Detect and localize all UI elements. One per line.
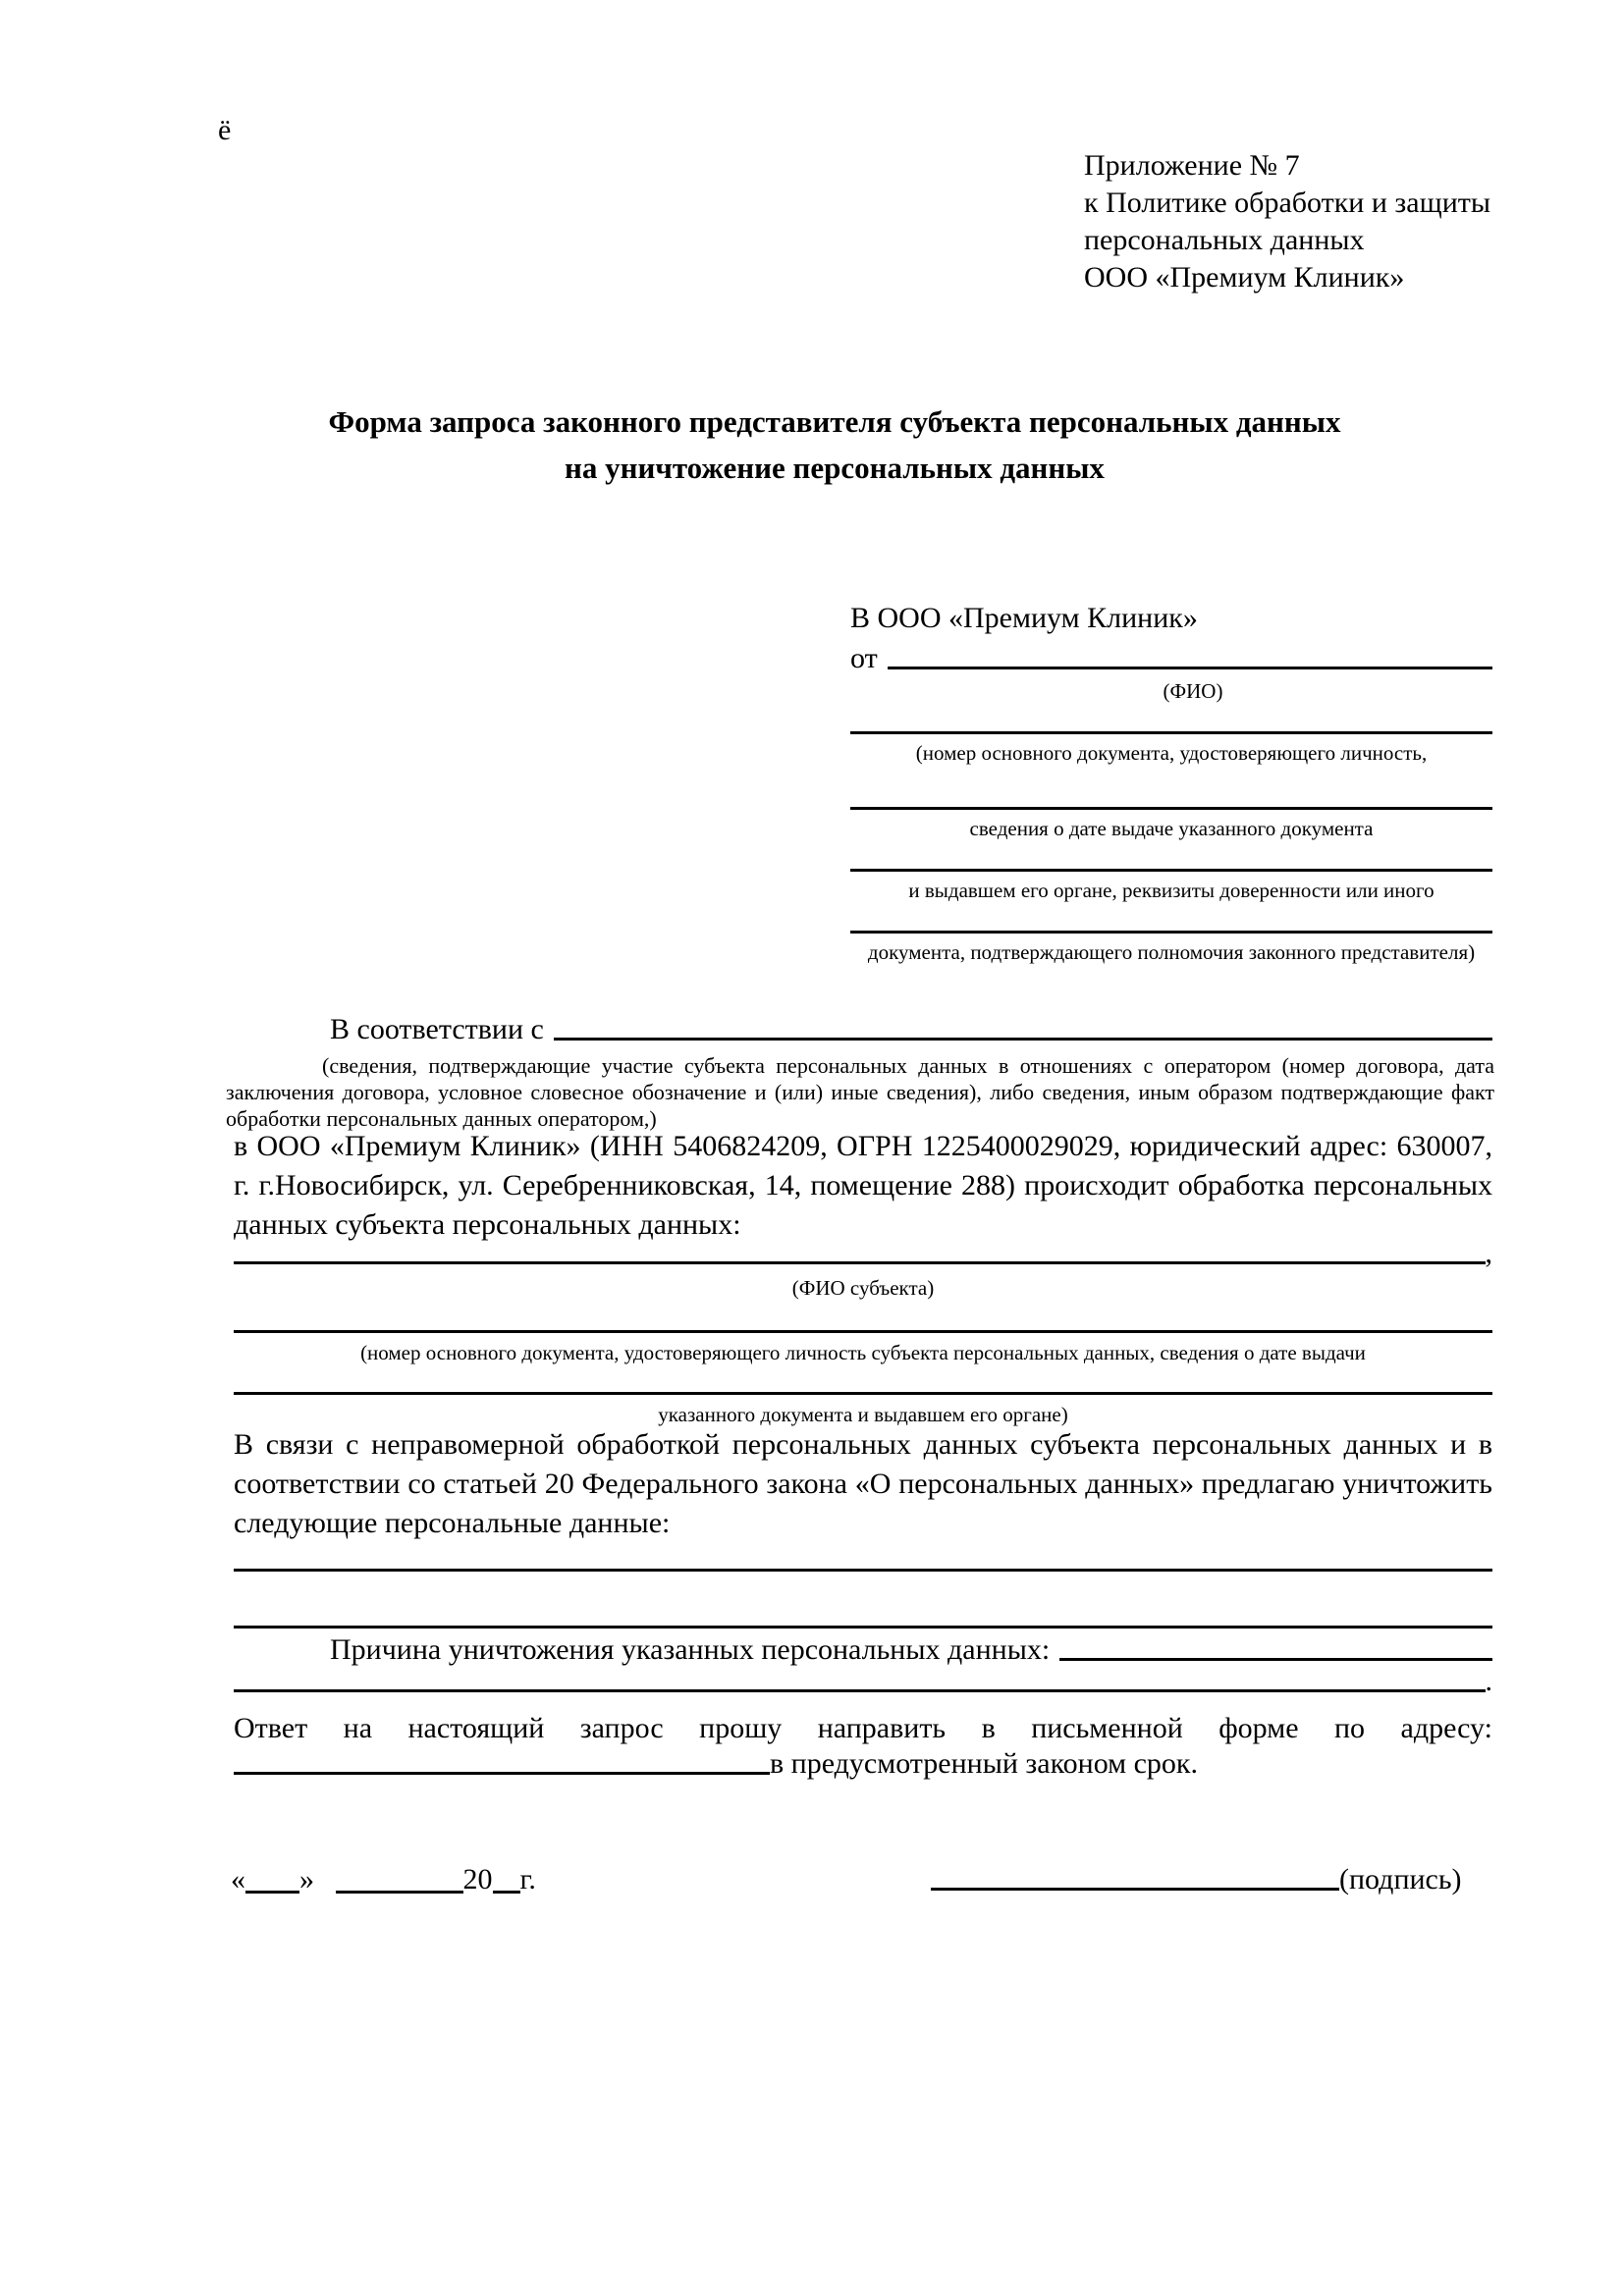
date-year-blank — [493, 1889, 520, 1894]
subject-fio-row — [234, 1237, 1492, 1270]
from-label: от — [850, 642, 878, 674]
reason-label: Причина уничтожения указанных персональных данных: — [330, 1633, 1051, 1666]
period-char: . — [1485, 1665, 1492, 1697]
accordance-blank-line — [554, 1030, 1492, 1041]
appendix-header — [1084, 147, 1490, 296]
year-prefix: 20 — [462, 1863, 493, 1896]
signature-caption: (подпись) — [1339, 1863, 1462, 1896]
data-blank-line — [234, 1569, 1492, 1572]
subject-fio-caption: (ФИО субъекта) — [791, 1276, 935, 1300]
representative-caption: сведения о дате выдаче указанного документа — [969, 817, 1374, 840]
subject-doc-caption: (номер основного документа, удостоверяющего личность субъекта персональных данных, сведения о дате выдачи — [360, 1341, 1366, 1364]
answer-address-row — [234, 1749, 1492, 1781]
representative-blank-line — [850, 807, 1492, 810]
subject-doc-blank-line — [234, 1392, 1492, 1395]
appendix-header-line: ООО «Премиум Клиник» — [1084, 261, 1405, 294]
date-month-blank — [336, 1889, 463, 1894]
comma-char: , — [1485, 1237, 1492, 1269]
subject-fio-blank-line — [234, 1254, 1486, 1264]
reason-blank-line — [1059, 1650, 1492, 1661]
subject-doc-blank-line — [234, 1330, 1492, 1333]
accordance-row — [234, 1013, 1492, 1046]
reason-row — [234, 1633, 1492, 1667]
appendix-header-line: Приложение № 7 — [1084, 149, 1300, 182]
operator-paragraph: в ООО «Премиум Клиник» (ИНН 5406824209, ОГРН 1225400029029, юридический адрес: 630007, г. г.Новосибирск, ул. Серебренниковская, 14, помещение 288) происходит обработка персональных данных субъекта персональных данных: — [234, 1130, 1492, 1241]
stray-char: ё — [218, 114, 232, 146]
reason-blank-line2 — [234, 1682, 1486, 1692]
appendix-header-line: к Политике обработки и защиты — [1084, 187, 1491, 219]
signature-blank-line — [931, 1880, 1339, 1891]
date-row — [231, 1863, 536, 1896]
answer-line: Ответ на настоящий запрос прошу направить в письменной форме по адресу: — [234, 1712, 1492, 1744]
appendix-header-line: персональных данных — [1084, 224, 1365, 256]
demand-paragraph: В связи с неправомерной обработкой персональных данных субъекта персональных данных и в соответствии со статьей 20 Федерального закона «О персональных данных» предлагаю уничтожить следующие персональные данные: — [234, 1428, 1492, 1539]
representative-blank-line — [850, 869, 1492, 872]
fio-caption: (ФИО) — [1163, 679, 1223, 703]
representative-caption: (номер основного документа, удостоверяющего личность, — [915, 741, 1428, 765]
recipient-to: В ООО «Премиум Клиник» — [850, 602, 1198, 634]
accordance-note: (сведения, подтверждающие участие субъекта персональных данных в отношениях с оператором (номер договора, дата заключения договора, условное словесное обозначение и (или) иные сведения), либо сведения, иным образом подтверждающие факт обработки персональных данных оператором,) — [226, 1053, 1494, 1131]
representative-blank-line — [850, 931, 1492, 934]
accordance-label: В соответствии с — [330, 1013, 544, 1045]
quote-open: « — [231, 1863, 245, 1896]
from-blank-line — [888, 659, 1492, 669]
data-blank-line — [234, 1626, 1492, 1629]
quote-close: » — [299, 1863, 314, 1896]
year-suffix: г. — [519, 1863, 536, 1896]
address-blank-line — [234, 1764, 770, 1775]
reason-continuation-row — [234, 1665, 1492, 1698]
date-day-blank — [245, 1889, 299, 1894]
document-title — [167, 399, 1502, 491]
document-title-line2: на уничтожение персональных данных — [565, 451, 1105, 485]
representative-caption: и выдавшем его органе, реквизиты доверенности или иного — [908, 879, 1435, 902]
subject-doc-caption: указанного документа и выдавшем его органе) — [658, 1403, 1068, 1426]
from-row — [850, 640, 1492, 675]
answer-tail: в предусмотренный законом срок. — [770, 1747, 1198, 1780]
document-title-line1: Форма запроса законного представителя субъекта персональных данных — [328, 404, 1341, 439]
signature-row — [931, 1863, 1483, 1896]
representative-blank-line — [850, 731, 1492, 734]
representative-caption: документа, подтверждающего полномочия законного представителя) — [867, 940, 1476, 964]
